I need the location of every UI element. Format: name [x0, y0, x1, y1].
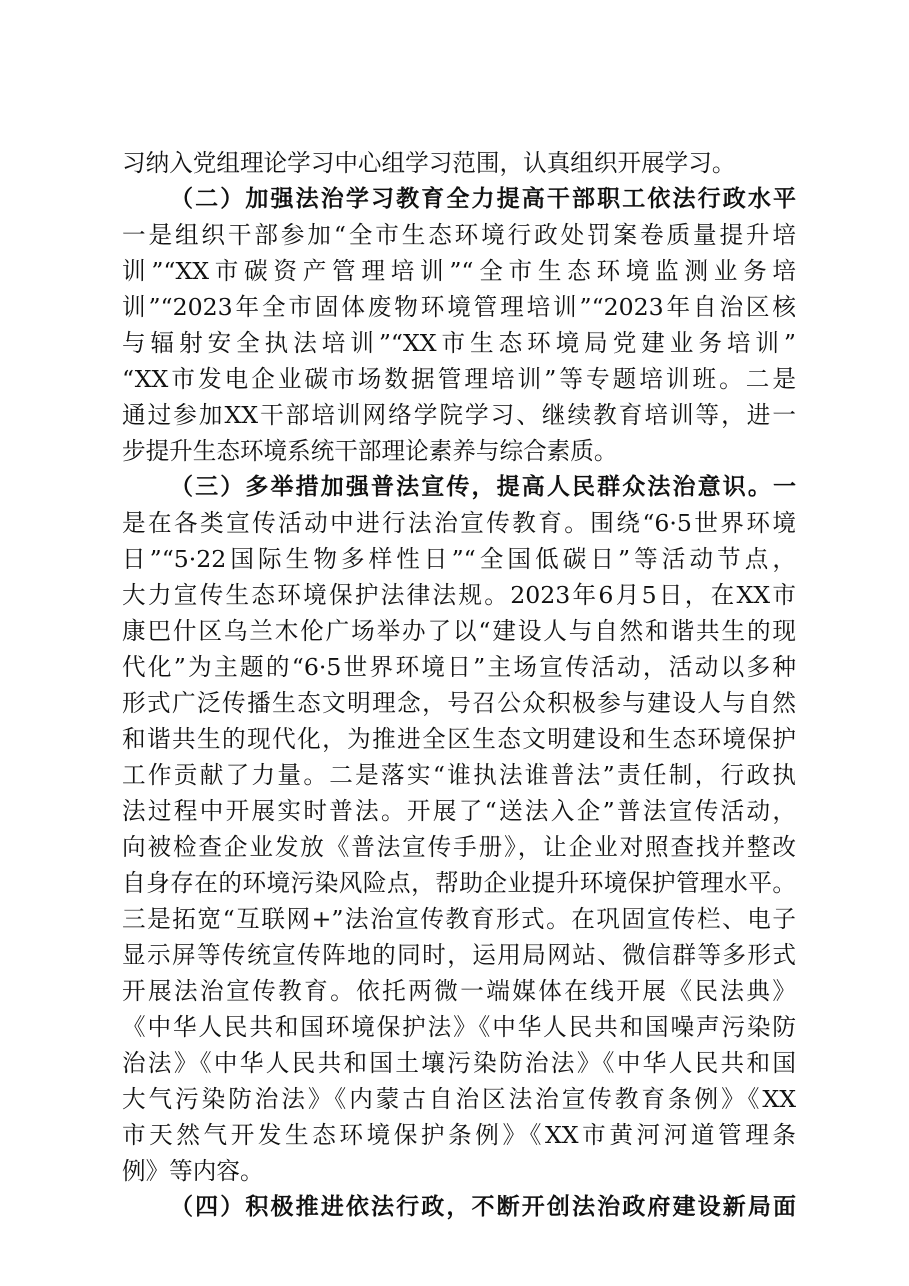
body-text-line: 形式广泛传播生态文明理念，号召公众积极参与建设人与自然 — [122, 689, 796, 717]
body-text-line: 显示屏等传统宣传阵地的同时，运用局网站、微信群等多形式 — [122, 941, 796, 969]
body-text-line: 和谐共生的现代化，为推进全区生态文明建设和生态环境保护 — [122, 725, 796, 753]
body-text-line: 治法》《中华人民共和国土壤污染防治法》《中华人民共和国 — [122, 1049, 796, 1077]
body-text-line: 《中华人民共和国环境保护法》《中华人民共和国噪声污染防 — [122, 1013, 796, 1041]
body-text-line: 市天然气开发生态环境保护条例》《XX市黄河河道管理条 — [122, 1121, 796, 1149]
body-text-line: 三是拓宽“互联网+”法治宣传教育形式。在巩固宣传栏、电子 — [122, 905, 796, 933]
body-text-line: 向被检查企业发放《普法宣传手册》，让企业对照查找并整改 — [122, 833, 796, 861]
section-heading-3: （三）多举措加强普法宣传，提高人民群众法治意识。一 — [170, 474, 796, 500]
body-text-line: 大力宣传生态环境保护法律法规。2023年6月5日，在XX市 — [122, 581, 796, 609]
body-text-line: 自身存在的环境污染风险点，帮助企业提升环境保护管理水平。 — [122, 869, 796, 897]
body-text-line: 是在各类宣传活动中进行法治宣传教育。围绕“6·5世界环境 — [122, 509, 796, 537]
body-text-line: 一是组织干部参加“全市生态环境行政处罚案卷质量提升培 — [122, 221, 796, 249]
body-text-line: 代化”为主题的“6·5世界环境日”主场宣传活动，活动以多种 — [122, 653, 796, 681]
body-text-line: 大气污染防治法》《内蒙古自治区法治宣传教育条例》《XX — [122, 1085, 796, 1113]
body-text-line: 与辐射安全执法培训”“XX市生态环境局党建业务培训” — [122, 329, 796, 357]
body-text-line: 例》等内容。 — [122, 1157, 264, 1185]
body-text-line: 日”“5·22国际生物多样性日”“全国低碳日”等活动节点， — [122, 545, 796, 573]
body-text-line: 训”“XX市碳资产管理培训”“全市生态环境监测业务培 — [122, 257, 796, 285]
section-heading-2: （二）加强法治学习教育全力提高干部职工依法行政水平 — [170, 186, 796, 212]
body-text-line: 习纳入党组理论学习中心组学习范围，认真组织开展学习。 — [122, 149, 736, 177]
body-text-line: 法过程中开展实时普法。开展了“送法入企”普法宣传活动， — [122, 797, 796, 825]
body-text-line: 康巴什区乌兰木伦广场举办了以“建设人与自然和谐共生的现 — [122, 617, 796, 645]
body-text-line: “XX市发电企业碳市场数据管理培训”等专题培训班。二是 — [122, 365, 796, 393]
body-text-line: 训”“2023年全市固体废物环境管理培训”“2023年自治区核 — [122, 293, 796, 321]
body-text-line: 开展法治宣传教育。依托两微一端媒体在线开展《民法典》 — [122, 977, 796, 1005]
body-text-line: 通过参加XX干部培训网络学院学习、继续教育培训等，进一 — [122, 401, 796, 429]
body-text-line: 工作贡献了力量。二是落实“谁执法谁普法”责任制，行政执 — [122, 761, 796, 789]
section-heading-4: （四）积极推进依法行政，不断开创法治政府建设新局面 — [170, 1194, 796, 1220]
body-text-line: 步提升生态环境系统干部理论素养与综合素质。 — [122, 437, 618, 465]
